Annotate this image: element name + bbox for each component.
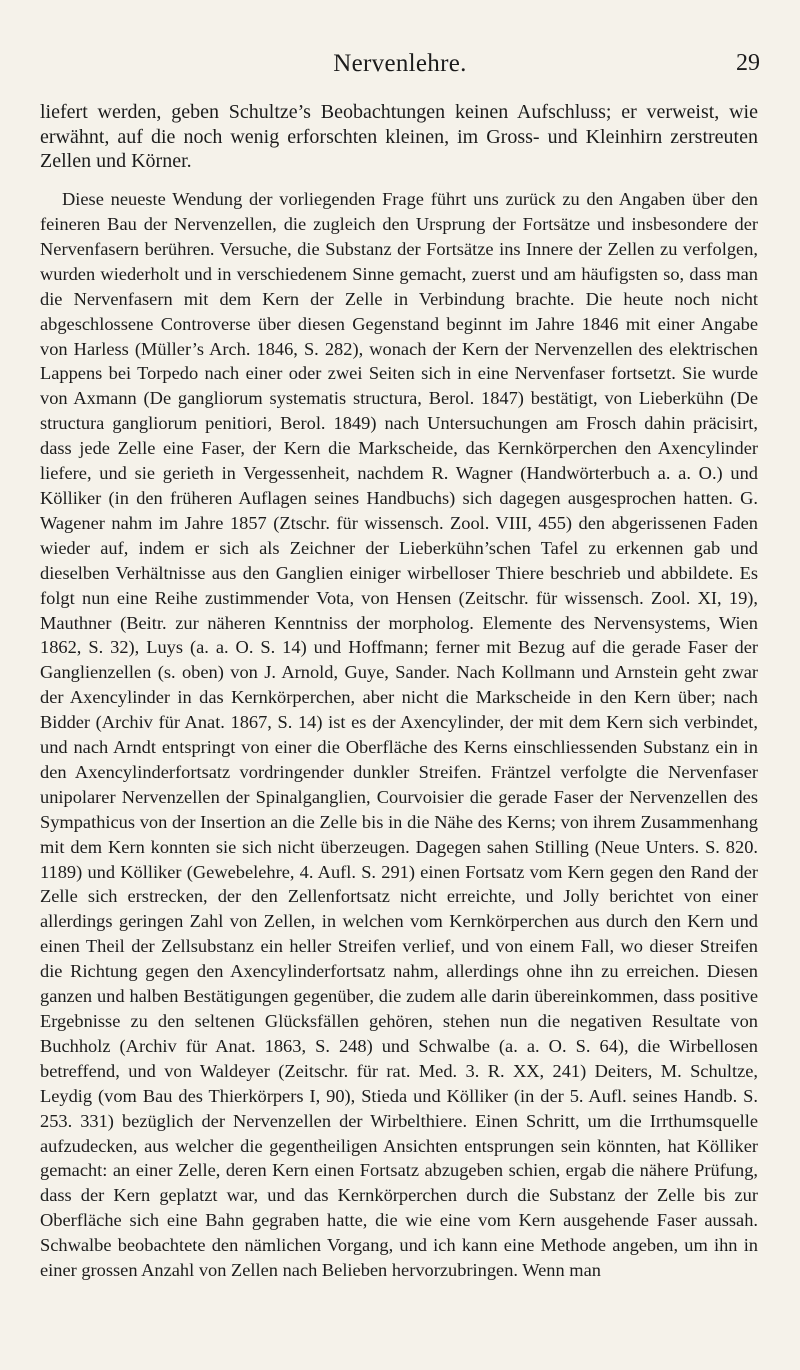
paragraph-continuation: liefert werden, geben Schultze’s Beobachtungen keinen Aufschluss; er verweist, wie erwähnt, auf die noch wenig erforschten kleinen, im Gross- und Kleinhirn zerstreuten Zellen und Körner. bbox=[40, 101, 758, 173]
page-number: 29 bbox=[736, 50, 760, 76]
body-text bbox=[40, 100, 758, 1283]
running-title: Nervenlehre. bbox=[333, 50, 467, 77]
page-header bbox=[40, 50, 760, 90]
paragraph-nerve-cell-structure: Diese neueste Wendung der vorliegenden Frage führt uns zurück zu den Angaben über den feineren Bau der Nervenzellen, die zugleich den Ursprung der Fortsätze und insbesondere der Nervenfasern berühren. Versuche, die Substanz der Fortsätze ins Innere der Zellen zu verfolgen, wurden wiederholt und in verschiedenem Sinne gemacht, zuerst und am häufigsten so, dass man die Nervenfasern mit dem Kern der Zelle in Verbindung brachte. Die heute noch nicht abgeschlossene Controverse über diesen Gegenstand beginnt im Jahre 1846 mit einer Angabe von Harless (Müller’s Arch. 1846, S. 282), wonach der Kern der Nervenzellen des elektrischen Lappens bei Torpedo nach einer oder zwei Seiten sich in eine Nervenfaser fortsetzt. Sie wurde von Axmann (De gangliorum systematis structura, Berol. 1847) bestätigt, von Lieberkühn (De structura gangliorum penitiori, Berol. 1849) nach Untersuchungen am Frosch dahin präcisirt, dass jede Zelle eine Faser, der Kern die Markscheide, das Kernkörperchen den Axencylinder liefere, und sie gerieth in Vergessenheit, nachdem R. Wagner (Handwörterbuch a. a. O.) und Kölliker (in den früheren Auflagen seines Handbuchs) sich dagegen ausgesprochen hatten. G. Wagener nahm im Jahre 1857 (Ztschr. für wissensch. Zool. VIII, 455) den abgerissenen Faden wieder auf, indem er sich als Zeichner der Lieberkühn’schen Tafel zu erkennen gab und dieselben Verhältnisse aus den Ganglien einiger wirbelloser Thiere beschrieb und abbildete. Es folgt nun eine Reihe zustimmender Vota, von Hensen (Zeitschr. für wissensch. Zool. XI, 19), Mauthner (Beitr. zur näheren Kenntniss der morpholog. Elemente des Nervensystems, Wien 1862, S. 32), Luys (a. a. O. S. 14) und Hoffmann; ferner mit Bezug auf die gerade Faser der Ganglienzellen (s. oben) von J. Arnold, Guye, Sander. Nach Kollmann und Arnstein geht zwar der Axencylinder in das Kernkörperchen, aber nicht die Markscheide in den Kern über; nach Bidder (Archiv für Anat. 1867, S. 14) ist es der Axencylinder, der mit dem Kern sich verbindet, und nach Arndt entspringt von einer die Oberfläche des Kerns einschliessenden Substanz ein in den Axencylinderfortsatz vordringender dunkler Streifen. Fräntzel verfolgte die Nervenfaser unipolarer Nervenzellen der Spinalganglien, Courvoisier die gerade Faser der Nervenzellen des Sympathicus von der Insertion an die Zelle bis in die Nähe des Kerns; von ihrem Zusammenhang mit dem Kern konnten sie sich nicht überzeugen. Dagegen sahen Stilling (Neue Unters. S. 820. 1189) und Kölliker (Gewebelehre, 4. Aufl. S. 291) einen Fortsatz vom Kern gegen den Rand der Zelle sich erstrecken, der den Zellenfortsatz nicht erreichte, und Jolly berichtet von einer allerdings geringen Zahl von Zellen, in welchen vom Kernkörperchen aus durch den Kern und einen Theil der Zellsubstanz ein heller Streifen verlief, und von einem Fall, wo dieser Streifen die Richtung gegen den Axencylinderfortsatz nahm, allerdings ohne ihn zu erreichen. Diesen ganzen und halben Bestätigungen gegenüber, die zudem alle darin übereinkommen, dass positive Ergebnisse zu den seltenen Glücksfällen gehören, stehen nun die negativen Resultate von Buchholz (Archiv für Anat. 1863, S. 248) und Schwalbe (a. a. O. S. 64), die Wirbellosen betreffend, und von Waldeyer (Zeitschr. für rat. Med. 3. R. XX, 241) Deiters, M. Schultze, Leydig (vom Bau des Thierkörpers I, 90), Stieda und Kölliker (in der 5. Aufl. seines Handb. S. 253. 331) bezüglich der Nervenzellen der Wirbelthiere. Einen Schritt, um die Irrthumsquelle aufzudecken, aus welcher die gegentheiligen Ansichten entsprungen sein könnten, hat Kölliker gemacht: an einer Zelle, deren Kern einen Fortsatz abzugeben schien, ergab die nähere Prüfung, dass der Kern geplatzt war, und das Kernkörperchen durch die Substanz der Zelle bis zur Oberfläche sich eine Bahn gegraben hatte, die wie eine vom Kern ausgehende Faser aussah. Schwalbe beobachtete den nämlichen Vorgang, und ich kann eine Methode angeben, um ihn in einer grossen Anzahl von Zellen nach Belieben hervorzubringen. Wenn man bbox=[40, 189, 758, 1281]
